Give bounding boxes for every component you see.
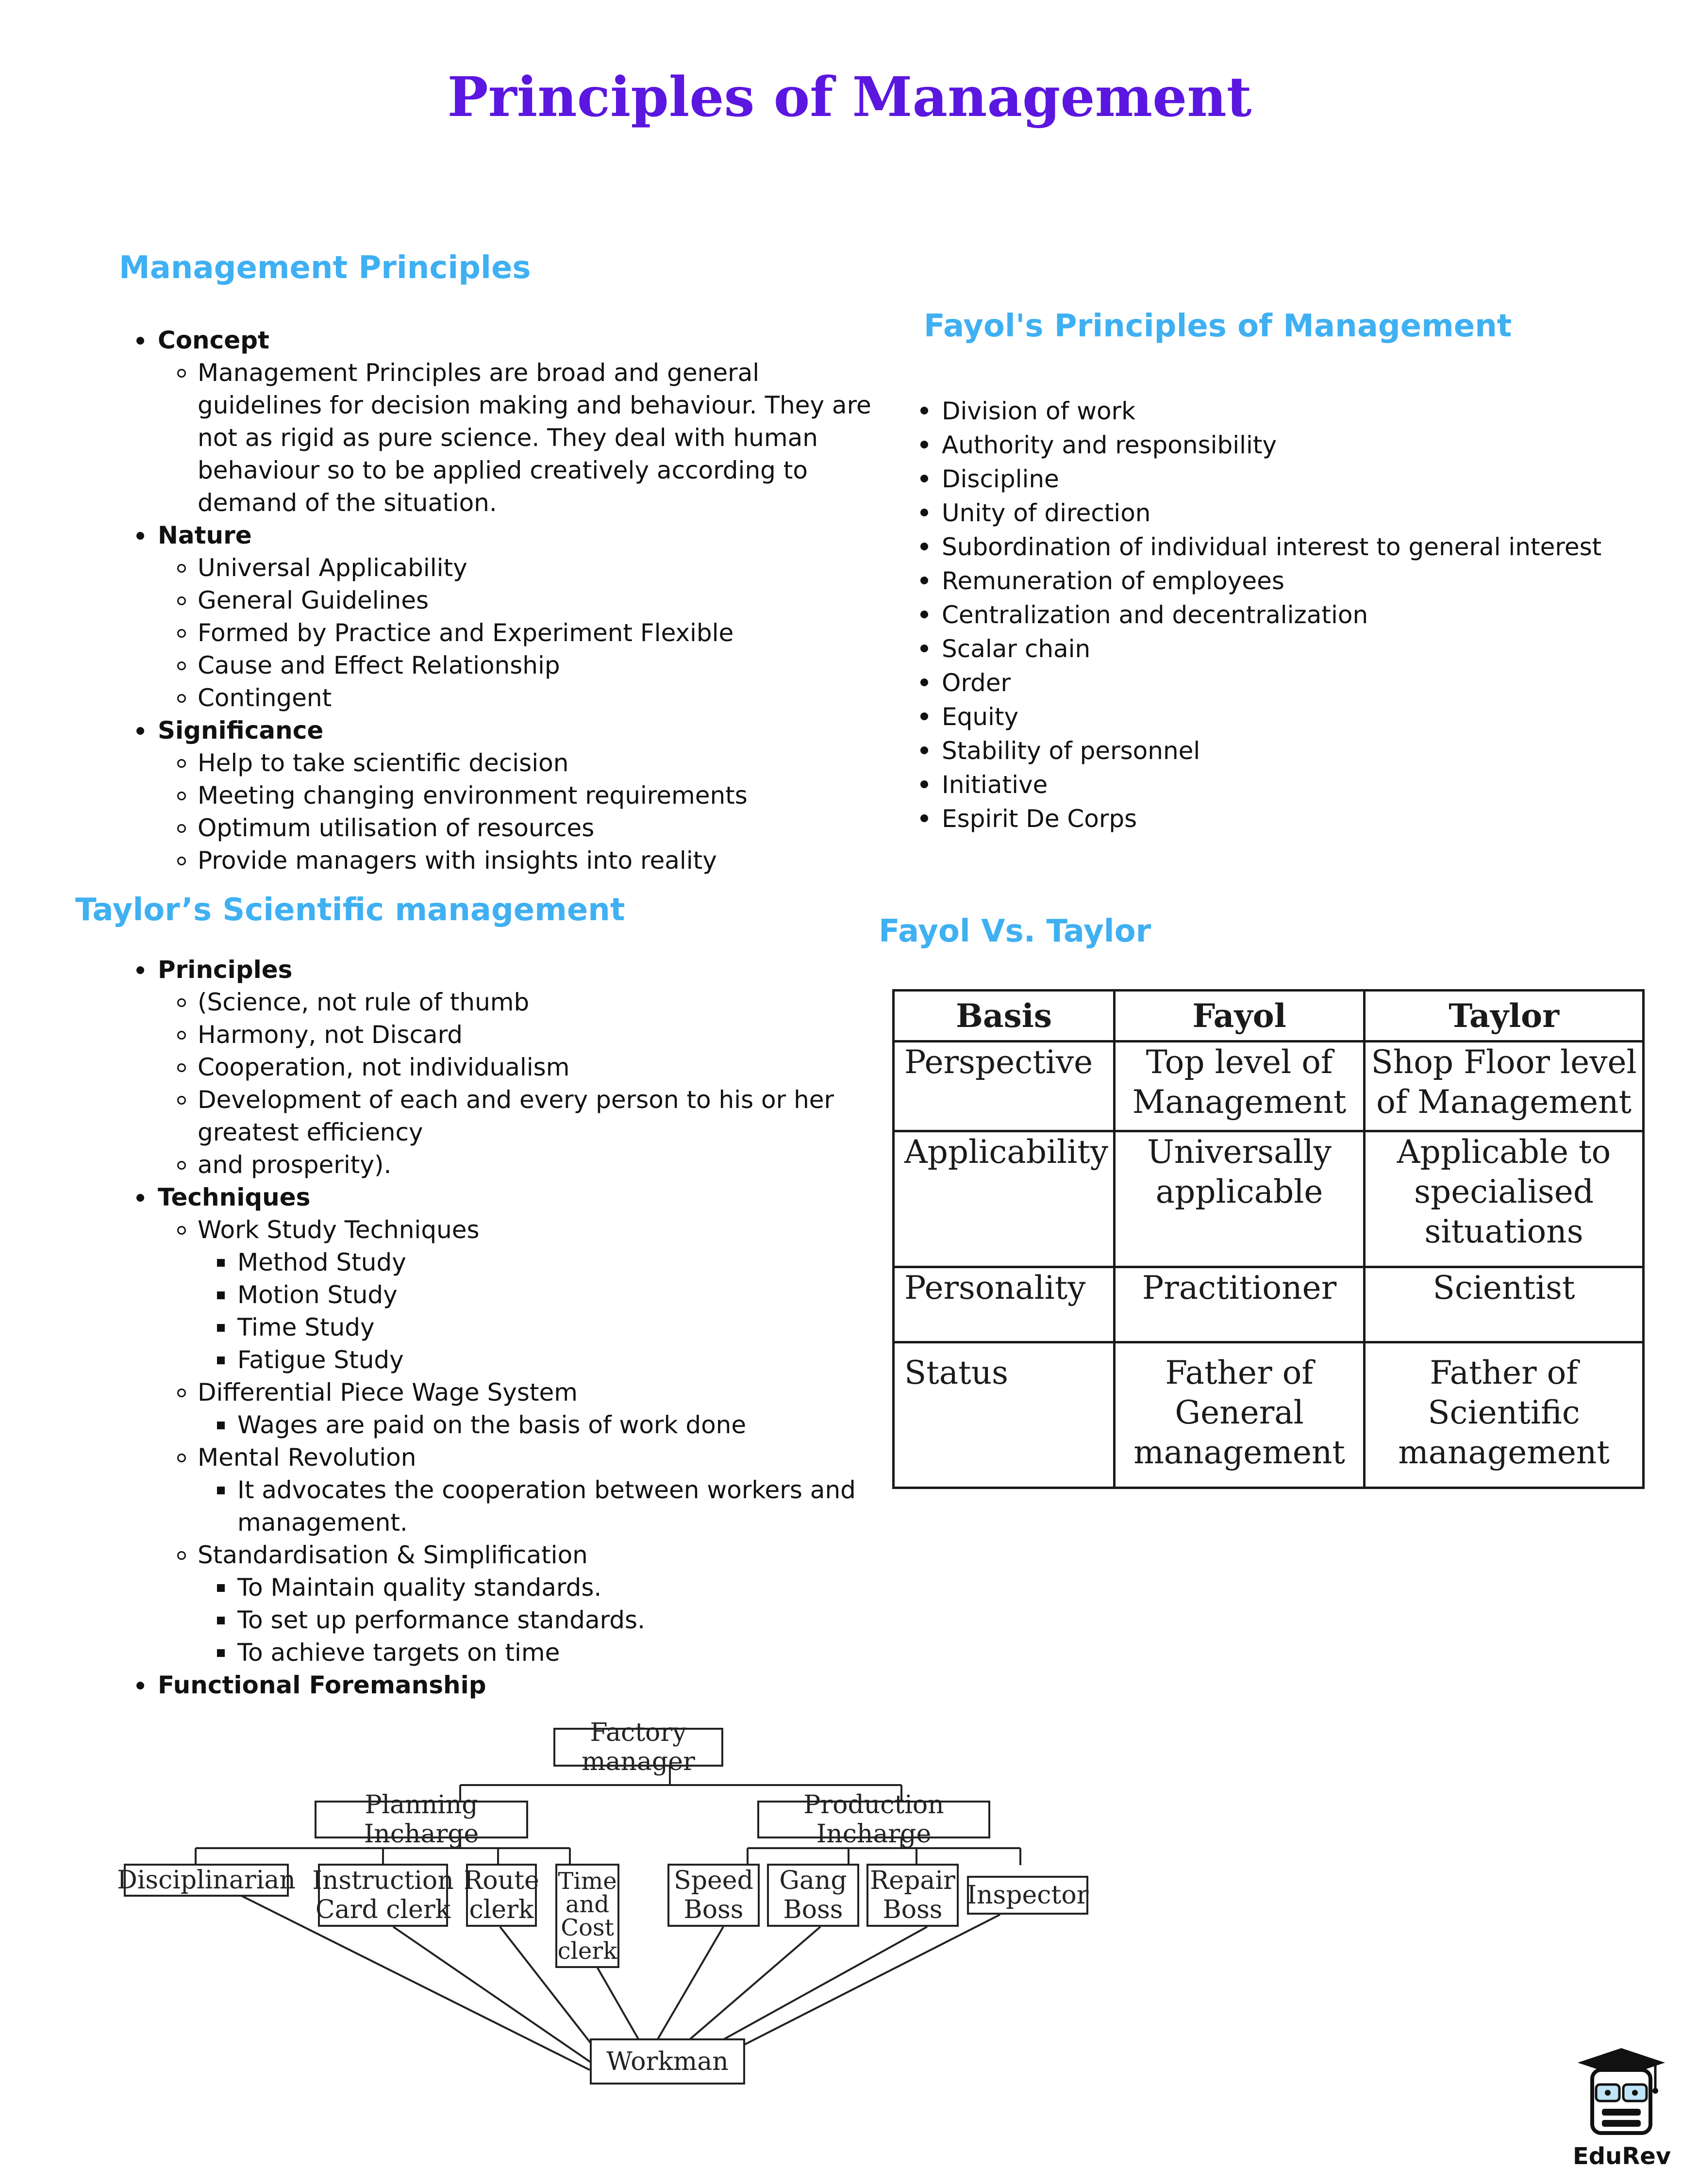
taylor-heading: Taylor’s Scientific management bbox=[75, 892, 625, 928]
fayol-principles-heading: Fayol's Principles of Management bbox=[924, 308, 1512, 344]
table-cell: Shop Floor level of Management bbox=[1365, 1042, 1644, 1131]
management-principles-heading: Management Principles bbox=[119, 250, 531, 286]
instruction-card-clerk-box: Instruction Card clerk bbox=[318, 1864, 448, 1927]
work-study-label: Work Study Techniques bbox=[198, 1216, 480, 1244]
techniques-label: Techniques bbox=[158, 1183, 311, 1211]
principles-label: Principles bbox=[158, 956, 293, 984]
edurev-logo bbox=[1573, 2043, 1670, 2174]
disciplinarian-box: Disciplinarian bbox=[124, 1864, 289, 1897]
table-cell: Father of Scientific management bbox=[1365, 1342, 1644, 1488]
fayol-principle: Unity of direction bbox=[903, 496, 1680, 530]
repair-boss-box: Repair Boss bbox=[866, 1864, 959, 1927]
differential-label: Differential Piece Wage System bbox=[198, 1378, 578, 1406]
functional-foremanship-item bbox=[119, 1669, 876, 1702]
techniques-item bbox=[119, 1181, 876, 1669]
table-cell: Universally applicable bbox=[1115, 1131, 1365, 1267]
fayol-principle: Remuneration of employees bbox=[903, 564, 1680, 598]
differential-item bbox=[158, 1376, 876, 1441]
fayol-vs-taylor-table bbox=[892, 989, 1645, 1489]
page-title: Principles of Management bbox=[447, 66, 1252, 129]
planning-incharge-box: Planning Incharge bbox=[315, 1801, 528, 1838]
table-header-basis: Basis bbox=[894, 991, 1115, 1042]
taylor-principle: and prosperity). bbox=[158, 1149, 876, 1181]
standardisation-point: To set up performance standards. bbox=[198, 1604, 876, 1637]
production-incharge-box: Production Incharge bbox=[757, 1801, 990, 1838]
table-row bbox=[894, 1267, 1644, 1342]
time-and-cost-clerk-box: Time and Cost clerk bbox=[555, 1864, 619, 1968]
nature-point: General Guidelines bbox=[158, 584, 876, 617]
fayol-principles-list bbox=[903, 394, 1680, 836]
workman-box: Workman bbox=[590, 2038, 745, 2085]
functional-foremanship-chart bbox=[117, 1718, 1107, 2097]
principles-item bbox=[119, 954, 876, 1181]
work-study-point: Motion Study bbox=[198, 1279, 876, 1311]
nature-point: Cause and Effect Relationship bbox=[158, 649, 876, 682]
table-header-fayol: Fayol bbox=[1115, 991, 1365, 1042]
significance-point: Help to take scientific decision bbox=[158, 747, 876, 779]
table-cell: Personality bbox=[894, 1267, 1115, 1342]
table-cell: Applicability bbox=[894, 1131, 1115, 1267]
differential-point: Wages are paid on the basis of work done bbox=[198, 1409, 876, 1441]
table-row bbox=[894, 1131, 1644, 1267]
gang-boss-box: Gang Boss bbox=[767, 1864, 859, 1927]
standardisation-point: To achieve targets on time bbox=[198, 1637, 876, 1669]
taylor-principle: Cooperation, not individualism bbox=[158, 1051, 876, 1084]
fayol-principle: Equity bbox=[903, 700, 1680, 734]
standardisation-label: Standardisation & Simplification bbox=[198, 1541, 588, 1569]
table-row bbox=[894, 1342, 1644, 1488]
fayol-principle: Centralization and decentralization bbox=[903, 598, 1680, 632]
factory-manager-box: Factory manager bbox=[553, 1728, 723, 1767]
table-header-row bbox=[894, 991, 1644, 1042]
taylor-principle: (Science, not rule of thumb bbox=[158, 986, 876, 1019]
nature-point: Universal Applicability bbox=[158, 552, 876, 584]
fayol-principle: Initiative bbox=[903, 768, 1680, 802]
edurev-mascot-icon bbox=[1573, 2043, 1670, 2140]
table-cell: Applicable to specialised situations bbox=[1365, 1131, 1644, 1267]
table-cell: Perspective bbox=[894, 1042, 1115, 1131]
inspector-box: Inspector bbox=[967, 1876, 1088, 1915]
taylor-list bbox=[119, 954, 876, 1702]
table-row bbox=[894, 1042, 1644, 1131]
work-study-point: Time Study bbox=[198, 1311, 876, 1344]
nature-label: Nature bbox=[158, 521, 252, 549]
taylor-principle: Harmony, not Discard bbox=[158, 1019, 876, 1051]
taylor-principle: Development of each and every person to his or her greatest efficiency bbox=[158, 1084, 876, 1149]
table-cell: Status bbox=[894, 1342, 1115, 1488]
concept-item bbox=[119, 324, 876, 519]
table-cell: Practitioner bbox=[1115, 1267, 1365, 1342]
management-principles-list bbox=[119, 324, 876, 877]
fayol-principle: Order bbox=[903, 666, 1680, 700]
standardisation-point: To Maintain quality standards. bbox=[198, 1572, 876, 1604]
mental-revolution-item bbox=[158, 1441, 876, 1539]
route-clerk-box: Route clerk bbox=[466, 1864, 537, 1927]
concept-label: Concept bbox=[158, 326, 269, 354]
nature-point: Formed by Practice and Experiment Flexible bbox=[158, 617, 876, 649]
work-study-point: Method Study bbox=[198, 1246, 876, 1279]
speed-boss-box: Speed Boss bbox=[667, 1864, 760, 1927]
mental-revolution-label: Mental Revolution bbox=[198, 1443, 416, 1472]
functional-foremanship-label: Functional Foremanship bbox=[158, 1671, 486, 1699]
mental-revolution-point: It advocates the cooperation between workers and management. bbox=[198, 1474, 876, 1539]
fayol-vs-taylor-heading: Fayol Vs. Taylor bbox=[879, 913, 1151, 949]
fayol-principle: Espirit De Corps bbox=[903, 802, 1680, 836]
edurev-logo-text: EduRev bbox=[1573, 2143, 1671, 2170]
concept-text: Management Principles are broad and general guidelines for decision making and behaviour. They are not as rigid as pure science. They deal with human behaviour so to be applied creatively according to demand of the situation. bbox=[158, 357, 876, 519]
fayol-principle: Scalar chain bbox=[903, 632, 1680, 666]
significance-item bbox=[119, 714, 876, 877]
significance-point: Provide managers with insights into reality bbox=[158, 844, 876, 877]
fayol-principle: Authority and responsibility bbox=[903, 428, 1680, 462]
work-study-point: Fatigue Study bbox=[198, 1344, 876, 1376]
significance-point: Meeting changing environment requirements bbox=[158, 779, 876, 812]
fayol-principle: Subordination of individual interest to general interest bbox=[903, 530, 1680, 564]
standardisation-item bbox=[158, 1539, 876, 1669]
significance-label: Significance bbox=[158, 716, 324, 745]
nature-item bbox=[119, 519, 876, 714]
fayol-principle: Division of work bbox=[903, 394, 1680, 428]
table-cell: Father of General management bbox=[1115, 1342, 1365, 1488]
fayol-principle: Stability of personnel bbox=[903, 734, 1680, 768]
work-study-item bbox=[158, 1214, 876, 1376]
table-cell: Top level of Management bbox=[1115, 1042, 1365, 1131]
table-header-taylor: Taylor bbox=[1365, 991, 1644, 1042]
nature-point: Contingent bbox=[158, 682, 876, 714]
significance-point: Optimum utilisation of resources bbox=[158, 812, 876, 844]
table-cell: Scientist bbox=[1365, 1267, 1644, 1342]
fayol-principle: Discipline bbox=[903, 462, 1680, 496]
